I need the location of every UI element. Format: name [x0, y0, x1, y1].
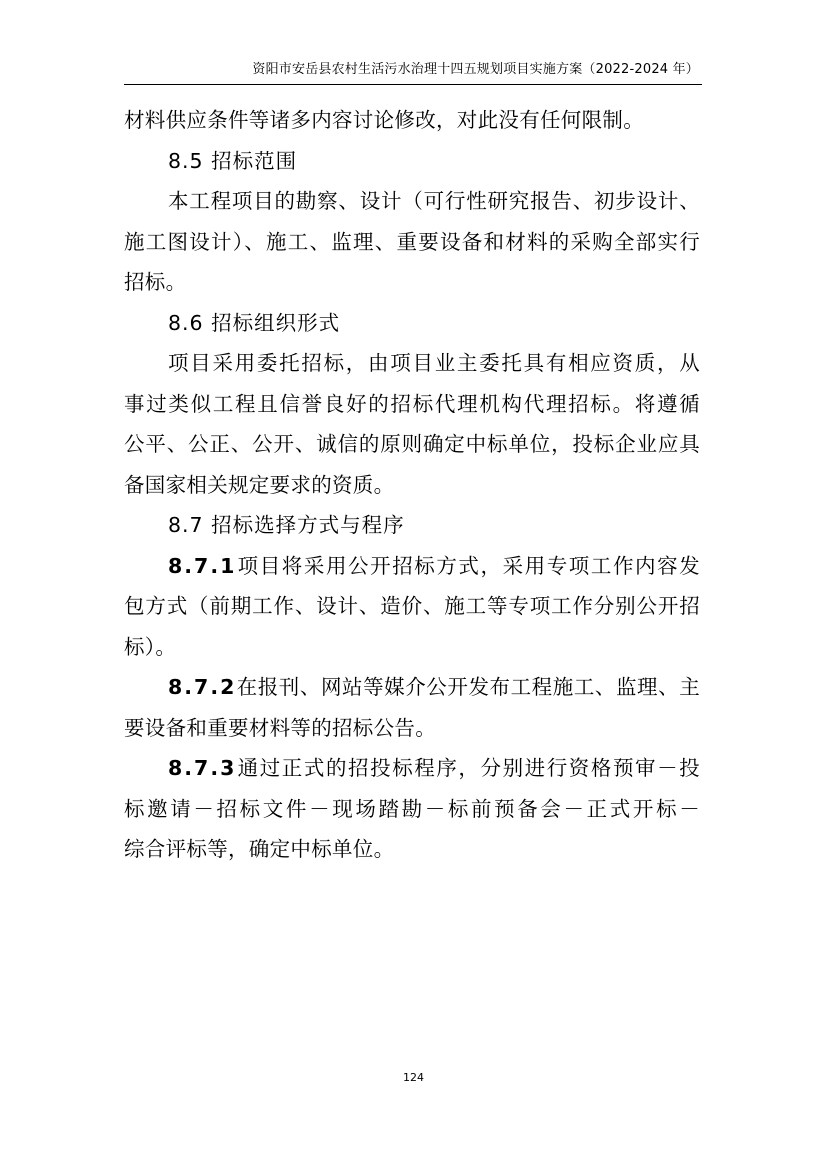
clause-text: 通过正式的招投标程序，分别进行资格预审－投: [236, 756, 700, 780]
body-line: 公平、公正、公开、诚信的原则确定中标单位，投标企业应具: [124, 432, 700, 456]
clause-text: 项目将采用公开招标方式，采用专项工作内容发: [236, 553, 700, 578]
section-heading-8-7: 8.7 招标选择方式与程序: [168, 513, 405, 537]
body-line: 标）。: [124, 634, 177, 659]
body-line: 项目采用委托招标，由项目业主委托具有相应资质，从: [168, 351, 700, 375]
clause-8-7-3-line: [124, 748, 700, 789]
section-heading-8-6: 8.6 招标组织形式: [168, 310, 341, 335]
body-line: 招标。: [124, 270, 187, 294]
clause-number: 8.7.2: [168, 675, 237, 699]
body-line: 要设备和重要材料等的招标公告。: [124, 715, 436, 740]
page-number: 124: [403, 1071, 424, 1084]
body-line: 本工程项目的勘察、设计（可行性研究报告、初步设计、: [168, 189, 700, 213]
body-line: 施工图设计）、施工、监理、重要设备和材料的采购全部实行: [124, 229, 700, 254]
document-header: 资阳市安岳县农村生活污水治理十四五规划项目实施方案（2022-2024 年）: [252, 62, 699, 77]
header-rule: [124, 84, 702, 85]
clause-number: 8.7.3: [168, 756, 237, 780]
body-line: 标邀请－招标文件－现场踏勘－标前预备会－正式开标－: [124, 796, 700, 821]
body-line: 综合评标等，确定中标单位。: [124, 837, 395, 861]
clause-text: 在报刊、网站等媒介公开发布工程施工、监理、主: [236, 675, 700, 699]
body-line: 包方式（前期工作、设计、造价、施工等专项工作分别公开招: [124, 594, 700, 618]
document-body: [124, 100, 700, 870]
body-line: 事过类似工程且信誉良好的招标代理机构代理招标。将遵循: [124, 391, 700, 416]
section-heading-8-5: 8.5 招标范围: [168, 148, 298, 173]
clause-8-7-1-line: [124, 546, 700, 587]
body-line: 材料供应条件等诸多内容讨论修改，对此没有任何限制。: [124, 108, 644, 132]
clause-number: 8.7.1: [168, 553, 237, 578]
clause-8-7-2-line: [124, 667, 700, 708]
body-line: 备国家相关规定要求的资质。: [124, 472, 395, 497]
